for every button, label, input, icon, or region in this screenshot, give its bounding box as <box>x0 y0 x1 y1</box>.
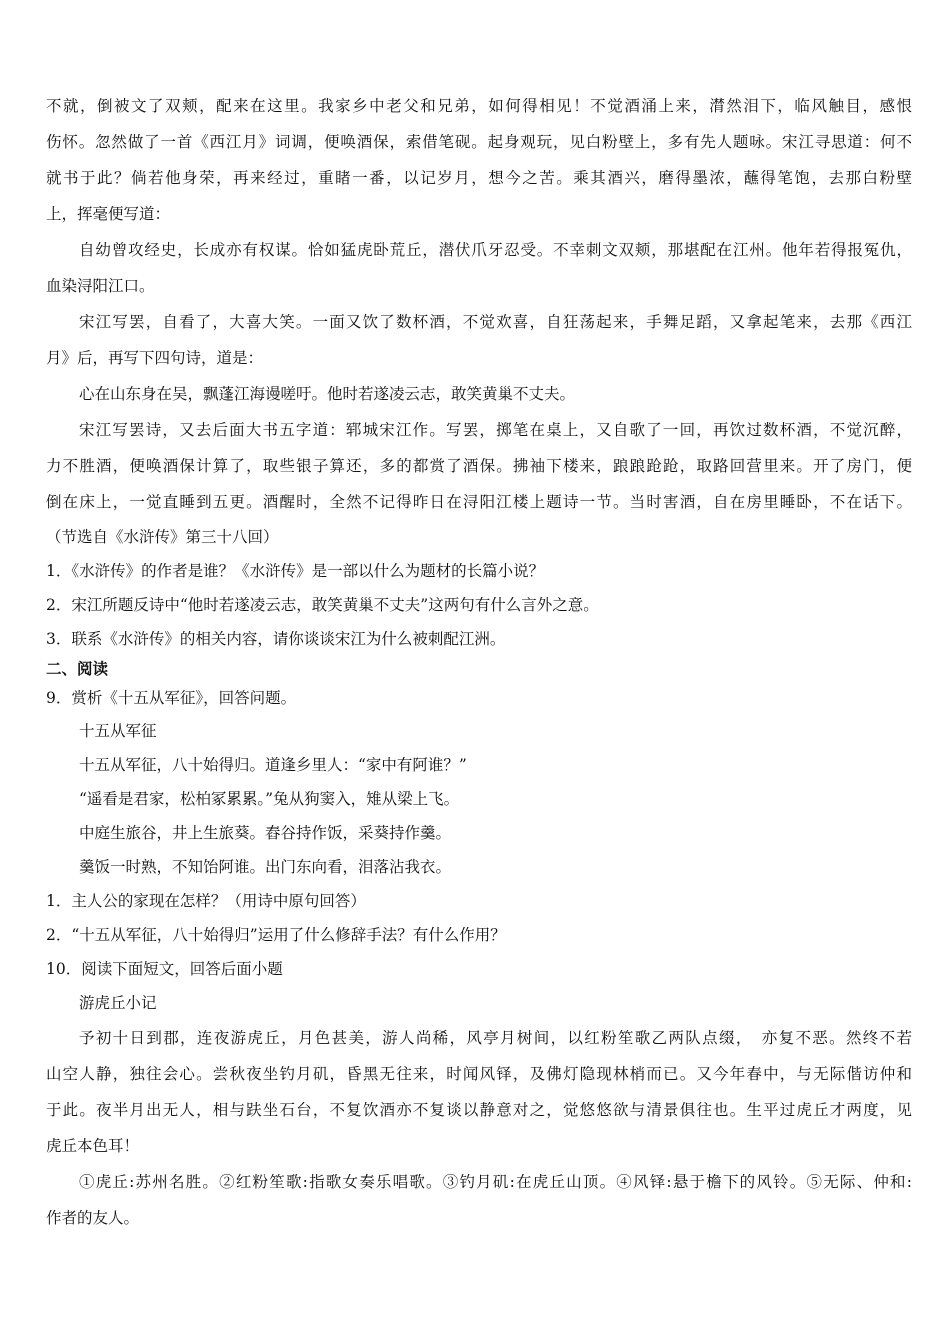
text-line: 山空人静，独往会心。尝秋夜坐钓月矶，昏黑无往来，时闻风铎，及佛灯隐现林梢而已。又今年春中，与无际偕访仲和 <box>46 1065 912 1083</box>
text-line: 不就，倒被文了双颊，配来在这里。我家乡中老父和兄弟，如何得相见！不觉酒涌上来，潸然泪下，临风触目，感恨 <box>46 97 912 115</box>
poem-line: 十五从军征，八十始得归。道逢乡里人：“家中有阿谁？” <box>79 756 467 774</box>
ci-poem-block <box>46 232 912 304</box>
text-line: 伤怀。忽然做了一首《西江月》词调，便唤酒保，索借笔砚。起身观玩，见白粉壁上，多有先人题咏。宋江寻思道：何不 <box>46 133 912 151</box>
text-line: 宋江写罢，自看了，大喜大笑。一面又饮了数杯酒，不觉欢喜，自狂荡起来，手舞足蹈，又拿起笔来，去那《西江 <box>79 313 912 331</box>
text-line: 力不胜酒，便唤酒保计算了，取些银子算还，多的都赏了酒保。拂袖下楼来，踉踉跄跄，取路回营里来。开了房门，便 <box>46 457 912 475</box>
footnotes <box>46 1164 912 1236</box>
text-line: 就书于此？倘若他身荣，再来经过，重睹一番，以记岁月，想今之苦。乘其酒兴，磨得墨浓，蘸得笔饱，去那白粉壁 <box>46 169 912 187</box>
passage-paragraph <box>46 88 912 232</box>
text-line: 倒在床上，一觉直睡到五更。酒醒时，全然不记得昨日在浔阳江楼上题诗一节。当时害酒，自在房里睡卧，不在话下。 <box>46 493 912 511</box>
passage-paragraph <box>46 412 912 520</box>
text-line: 月》后，再写下四句诗，道是： <box>46 349 264 367</box>
essay-body <box>46 1020 912 1164</box>
question: 1．主人公的家现在怎样？（用诗中原句回答） <box>46 892 366 910</box>
question: 2．宋江所题反诗中“他时若遂凌云志，敢笑黄巢不丈夫”这两句有什么言外之意。 <box>46 596 599 614</box>
question: 2．“十五从军征，八十始得归”运用了什么修辞手法？有什么作用？ <box>46 926 506 944</box>
text-line: 虎丘本色耳！ <box>46 1137 140 1155</box>
text-line: 于此。夜半月出无人，相与趺坐石台，不复饮酒亦不复谈以静意对之，觉悠悠欲与清景俱往也。生平过虎丘才两度，见 <box>46 1101 912 1119</box>
text-line: 作者的友人。 <box>46 1209 140 1227</box>
essay-title: 游虎丘小记 <box>79 994 157 1012</box>
text-line: ①虎丘:苏州名胜。②红粉笙歌:指歌女奏乐唱歌。③钓月矶:在虎丘山顶。④风铎:悬于檐下的风铃。⑤无际、仲和: <box>79 1173 912 1191</box>
text-line: 予初十日到郡，连夜游虎丘，月色甚美，游人尚稀，风亭月树间，以红粉笙歌乙两队点缀， 亦复不恶。然终不若 <box>79 1029 912 1047</box>
document-page <box>46 88 912 1236</box>
text-line: 上，挥毫便写道： <box>46 205 171 223</box>
poem-title: 十五从军征 <box>79 722 157 740</box>
passage-paragraph <box>46 304 912 376</box>
source-note: （节选自《水浒传》第三十八回） <box>46 528 279 546</box>
text-line: 宋江写罢诗，又去后面大书五字道：郓城宋江作。写罢，掷笔在桌上，又自歌了一回，再饮过数杯酒，不觉沉醉， <box>79 421 912 439</box>
text-line: 自幼曾攻经史，长成亦有权谋。恰如猛虎卧荒丘，潜伏爪牙忍受。不幸刺文双颊，那堪配在江州。他年若得报冤仇， <box>79 241 912 259</box>
question-prompt: 10．阅读下面短文，回答后面小题 <box>46 960 283 978</box>
section-heading: 二、阅读 <box>46 659 109 678</box>
question: 3．联系《水浒传》的相关内容，请你谈谈宋江为什么被刺配江洲。 <box>46 630 506 648</box>
text-line: 血染浔阳江口。 <box>46 277 155 295</box>
poem-line: 羹饭一时熟，不知饴阿谁。出门东向看，泪落沾我衣。 <box>79 858 452 876</box>
poem-line: “遥看是君家，松柏冢累累。”兔从狗窦入，雉从梁上飞。 <box>79 790 460 808</box>
question-prompt: 9．赏析《十五从军征》，回答问题。 <box>46 689 297 707</box>
poem-line: 中庭生旅谷，井上生旅葵。舂谷持作饭，采葵持作羹。 <box>79 824 452 842</box>
question: 1．《水浒传》的作者是谁？《水浒传》是一部以什么为题材的长篇小说？ <box>46 562 545 580</box>
poem-line: 心在山东身在吴，飘蓬江海谩嗟吁。他时若遂凌云志，敢笑黄巢不丈夫。 <box>79 385 576 403</box>
